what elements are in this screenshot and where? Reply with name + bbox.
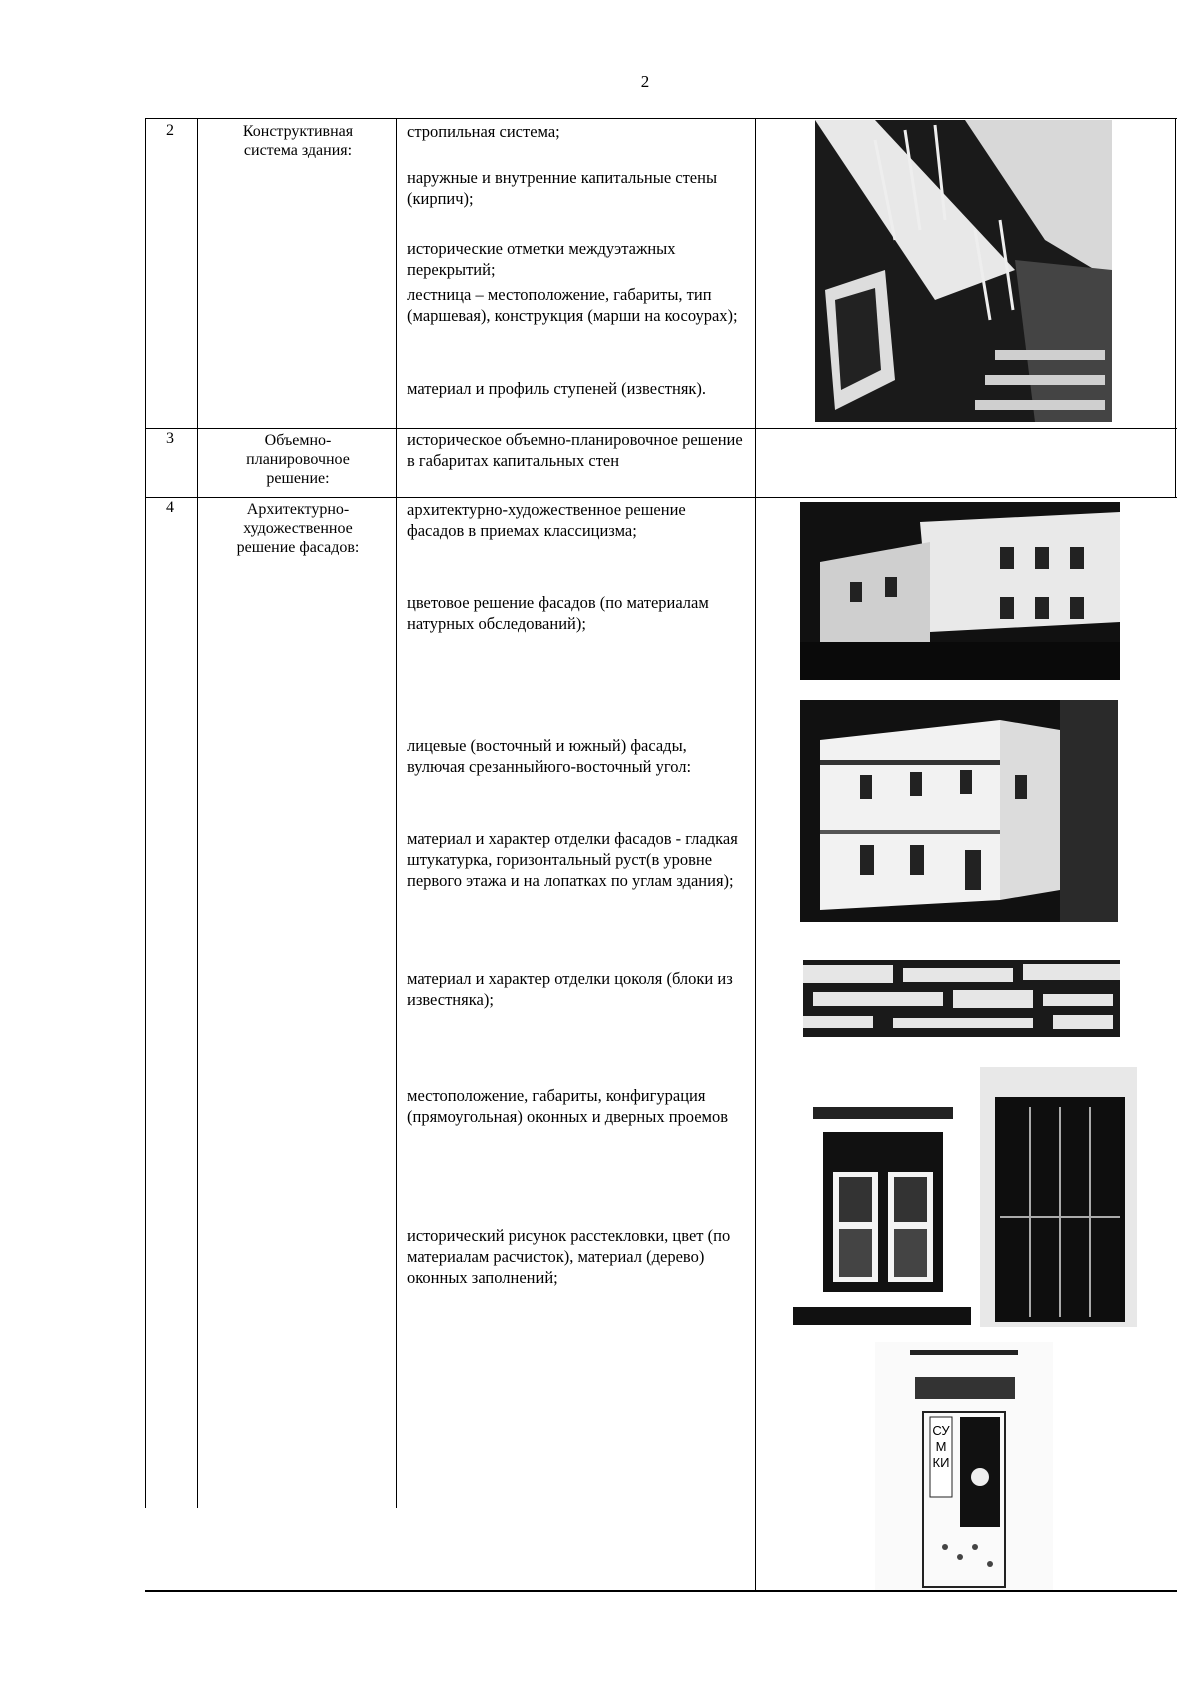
list-item: архитектурно-художественное решение фасадов в приемах классицизма; bbox=[407, 500, 686, 540]
row-heading bbox=[200, 122, 396, 160]
heading-line: Архитектурно- bbox=[246, 501, 350, 518]
staircase-photo bbox=[815, 120, 1112, 422]
list-item: местоположение, габариты, конфигурация (прямоугольная) оконных и дверных проемов bbox=[407, 1086, 729, 1126]
row-number: 2 bbox=[166, 122, 174, 139]
list-item: исторические отметки междуэтажных перекрытий; bbox=[407, 239, 676, 279]
list-item: цветовое решение фасадов (по материалам натурных обследований); bbox=[407, 593, 709, 633]
list-item: материал и профиль ступеней (известняк). bbox=[407, 379, 707, 398]
list-item: наружные и внутренние капитальные стены (кирпич); bbox=[407, 168, 718, 208]
list-item: исторический рисунок расстекловки, цвет (по материалам расчисток), материал (дерево) оконных заполнений; bbox=[407, 1226, 731, 1287]
heading-line: решение: bbox=[266, 470, 330, 487]
facade-corner-photo bbox=[800, 700, 1118, 922]
window-dark-photo bbox=[980, 1067, 1137, 1327]
list-item: историческое объемно-планировочное решение в габаритах капитальных стен bbox=[407, 430, 743, 470]
list-item: материал и характер отделки цоколя (блоки из известняка); bbox=[407, 969, 733, 1009]
list-item: лицевые (восточный и южный) фасады, вулючая срезанныйюго-восточный угол: bbox=[407, 736, 692, 776]
row-number: 3 bbox=[166, 430, 174, 447]
row-heading bbox=[200, 431, 396, 488]
heading-line: художественное bbox=[243, 520, 353, 537]
list-item: материал и характер отделки фасадов - гладкая штукатурка, горизонтальный руст(в уровне первого этажа и на лопатках по углам здания); bbox=[407, 829, 738, 890]
list-item: стропильная система; bbox=[407, 122, 560, 141]
row-heading bbox=[200, 500, 396, 557]
heading-line: планировочное bbox=[246, 451, 350, 468]
page-number: 2 bbox=[640, 72, 650, 91]
list-item: лестница – местоположение, габариты, тип (маршевая), конструкция (марши на косоурах); bbox=[407, 285, 738, 325]
facade-photo bbox=[800, 502, 1120, 680]
heading-line: Конструктивная bbox=[242, 123, 354, 140]
row-number: 4 bbox=[166, 499, 174, 516]
window-photo bbox=[793, 1077, 971, 1325]
door-photo bbox=[875, 1342, 1053, 1590]
heading-line: решение фасадов: bbox=[236, 539, 360, 556]
plinth-photo bbox=[803, 960, 1120, 1037]
door-sign-text: СУМКИ bbox=[932, 1423, 950, 1470]
heading-line: Объемно- bbox=[264, 432, 332, 449]
heading-line: система здания: bbox=[243, 142, 353, 159]
